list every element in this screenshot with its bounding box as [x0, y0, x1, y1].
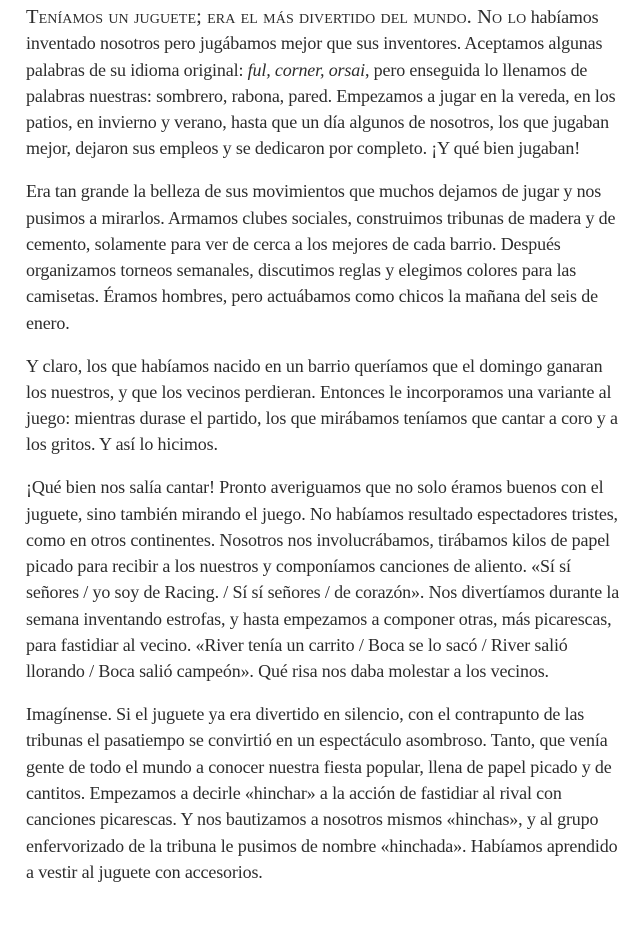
paragraph-5: Imagínense. Si el juguete ya era divertido en silencio, con el contrapunto de las tribunas el pasatiempo se convirtió en un espectáculo asombroso. Tanto, que venía gente de todo el mundo a conocer nuestra fiesta popular, llena de papel picado y de cantitos. Empezamos a decirle «hinchar» a la acción de fastidiar al rival con canciones picarescas. Y nos bautizamos a nosotros mismos «hinchas», y al grupo enfervorizado de la tribuna le pusimos de nombre «hinchada». Habíamos aprendido a vestir al juguete con accesorios.	[26, 704, 618, 882]
paragraph-3: Y claro, los que habíamos nacido en un barrio queríamos que el domingo ganaran los nuestros, y que los vecinos perdieran. Entonces le incorporamos una variante al juego: mientras durase el partido, los que mirábamos teníamos que cantar a coro y a los gritos. Y así lo hicimos.	[26, 355, 618, 455]
paragraph-1-text-a: habíamos inventado nosotros pero jugábamos mejor que sus inventores. Aceptamos algunas palabras de su idioma original:	[26, 7, 603, 80]
paragraph-4: ¡Qué bien nos salía cantar! Pronto averiguamos que no solo éramos buenos con el juguete, sino también mirando el juego. No habíamos resultado espectadores tristes, como en otros continentes. Nosotros nos involucrábamos, tirábamos kilos de papel picado para recibir a los nuestros y componíamos canciones de aliento. «Sí sí señores / yo soy de Racing. / Sí sí señores / de corazón». Nos divertíamos durante la semana inventando estrofas, y hasta empezamos a componer otras, más picarescas, para fastidiar al vecino. «River tenía un carrito / Boca se lo sacó / River salió llorando / Boca salió campeón». Qué risa nos daba molestar a los vecinos.	[26, 477, 620, 682]
paragraph-2: Era tan grande la belleza de sus movimientos que muchos dejamos de jugar y nos pusimos a mirarlos. Armamos clubes sociales, construimos tribunas de madera y de cemento, solamente para ver de cerca a los mejores de cada barrio. Después organizamos torneos semanales, discutimos reglas y elegimos colores para las camisetas. Éramos hombres, pero actuábamos como chicos la mañana del seis de enero.	[26, 181, 616, 333]
paragraph-1-text-b: , pero enseguida lo llenamos de palabras nuestras: sombrero, rabona, pared. Empezamos a jugar en la vereda, en los patios, en invierno y verano, hasta que un día algunos de nosotros, los que jugaban mejor, dejaron sus empleos y se dedicaron por completo. ¡Y qué bien jugaban!	[26, 59, 616, 159]
lead-in-small-caps: Teníamos un juguete; era el más divertido del mundo. No lo	[26, 6, 527, 28]
paragraph-1	[26, 4, 623, 162]
italic-terms: ful, corner, orsai	[247, 59, 365, 80]
